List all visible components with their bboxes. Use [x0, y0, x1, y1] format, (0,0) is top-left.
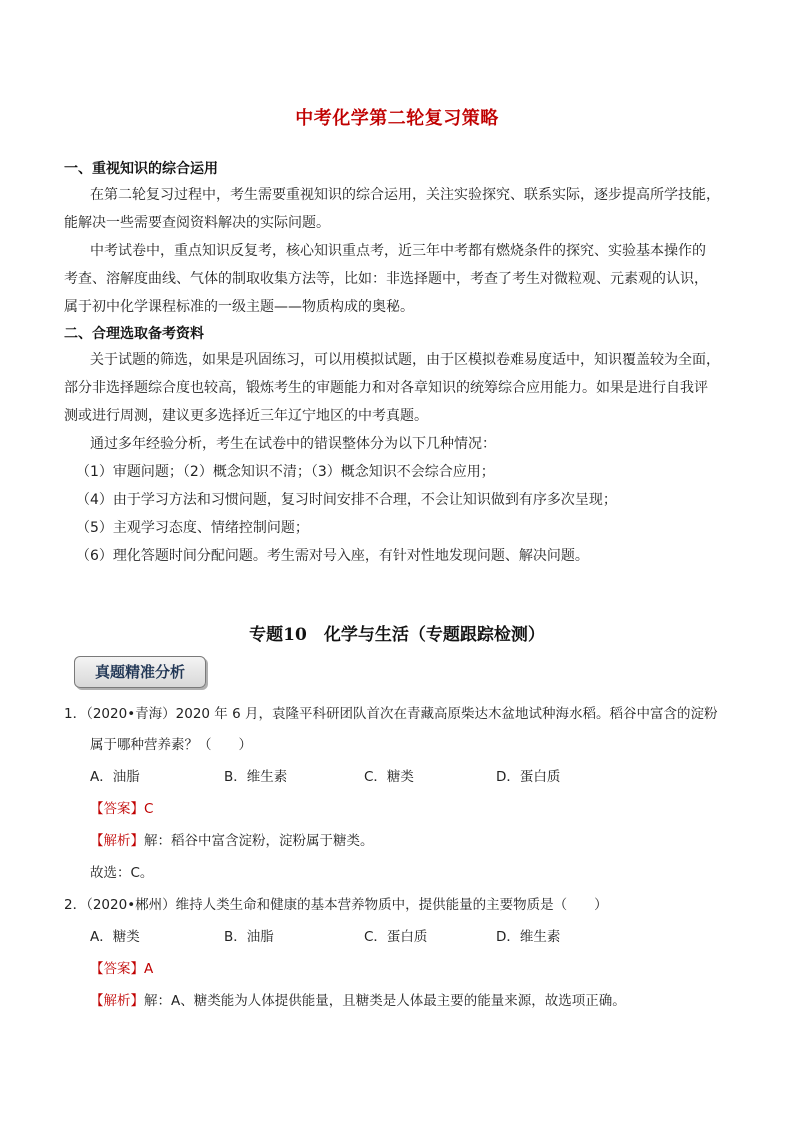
- option-b: B．维生素: [224, 769, 288, 785]
- answer-value: A: [144, 961, 154, 977]
- answer-value: C: [144, 801, 154, 817]
- answer-line: [90, 797, 153, 817]
- paragraph-line: 属于初中化学课程标准的一级主题——物质构成的奥秘。: [64, 299, 414, 315]
- list-item: （1）审题问题；（2）概念知识不清；（3）概念知识不会综合应用；: [76, 464, 495, 480]
- topic-title: 专题10 化学与生活（专题跟踪检测）: [249, 625, 545, 645]
- paragraph-line: 通过多年经验分析，考生在试卷中的错误整体分为以下几种情况：: [90, 436, 496, 452]
- option-d: D．维生素: [496, 929, 561, 945]
- analysis-line: [90, 989, 626, 1009]
- paragraph-line: 在第二轮复习过程中，考生需要重视知识的综合运用，关注实验探究、联系实际，逐步提高所学技能，: [90, 187, 720, 203]
- question-stem: 1．（2020•青海）2020 年 6 月，袁隆平科研团队首次在青藏高原柴达木盆地试种海水稻。稻谷中富含的淀粉: [64, 706, 718, 722]
- paragraph-line: 部分非选择题综合度也较高，锻炼考生的审题能力和对各章知识的统筹综合应用能力。如果是进行自我评: [64, 380, 708, 396]
- analysis-tag: 【解析】: [90, 833, 144, 849]
- list-item: （5）主观学习态度、情绪控制问题；: [76, 520, 309, 536]
- analysis-tag: 【解析】: [90, 993, 144, 1009]
- paragraph-line: 能解决一些需要查阅资料解决的实际问题。: [64, 215, 330, 231]
- section-badge: 真题精准分析: [74, 656, 206, 688]
- analysis-text: 解：A、糖类能为人体提供能量，且糖类是人体最主要的能量来源，故选项正确。: [144, 993, 626, 1009]
- question-stem: 属于哪种营养素？（ ）: [90, 737, 252, 753]
- list-item: （4）由于学习方法和习惯问题，复习时间安排不合理，不会让知识做到有序多次呈现；: [76, 492, 617, 508]
- analysis-text: 解：稻谷中富含淀粉，淀粉属于糖类。: [144, 833, 374, 849]
- option-c: C．蛋白质: [364, 929, 428, 945]
- answer-tag: 【答案】: [90, 801, 144, 817]
- paragraph-line: 测或进行周测，建议更多选择近三年辽宁地区的中考真题。: [64, 408, 428, 424]
- conclusion-line: 故选：C。: [90, 865, 154, 881]
- analysis-line: [90, 829, 374, 849]
- option-d: D．蛋白质: [496, 769, 561, 785]
- paragraph-line: 考查、溶解度曲线、气体的制取收集方法等，比如：非选择题中，考查了考生对微粒观、元素观的认识，: [64, 271, 708, 287]
- question-stem: 2．（2020•郴州）维持人类生命和健康的基本营养物质中，提供能量的主要物质是（ ）: [64, 897, 608, 913]
- list-item: （6）理化答题时间分配问题。考生需对号入座，有针对性地发现问题、解决问题。: [76, 548, 589, 564]
- option-a: A．糖类: [90, 929, 140, 945]
- section-heading-2: 二、合理选取备考资料: [64, 326, 204, 342]
- answer-line: [90, 957, 153, 977]
- option-c: C．糖类: [364, 769, 414, 785]
- paragraph-line: 关于试题的筛选，如果是巩固练习，可以用模拟试题，由于区模拟卷难易度适中，知识覆盖较为全面，: [90, 352, 720, 368]
- section-heading-1: 一、重视知识的综合运用: [64, 161, 218, 177]
- paragraph-line: 中考试卷中，重点知识反复考，核心知识重点考，近三年中考都有燃烧条件的探究、实验基本操作的: [90, 243, 706, 259]
- answer-tag: 【答案】: [90, 961, 144, 977]
- page-title: 中考化学第二轮复习策略: [295, 108, 499, 129]
- option-a: A．油脂: [90, 769, 140, 785]
- option-b: B．油脂: [224, 929, 274, 945]
